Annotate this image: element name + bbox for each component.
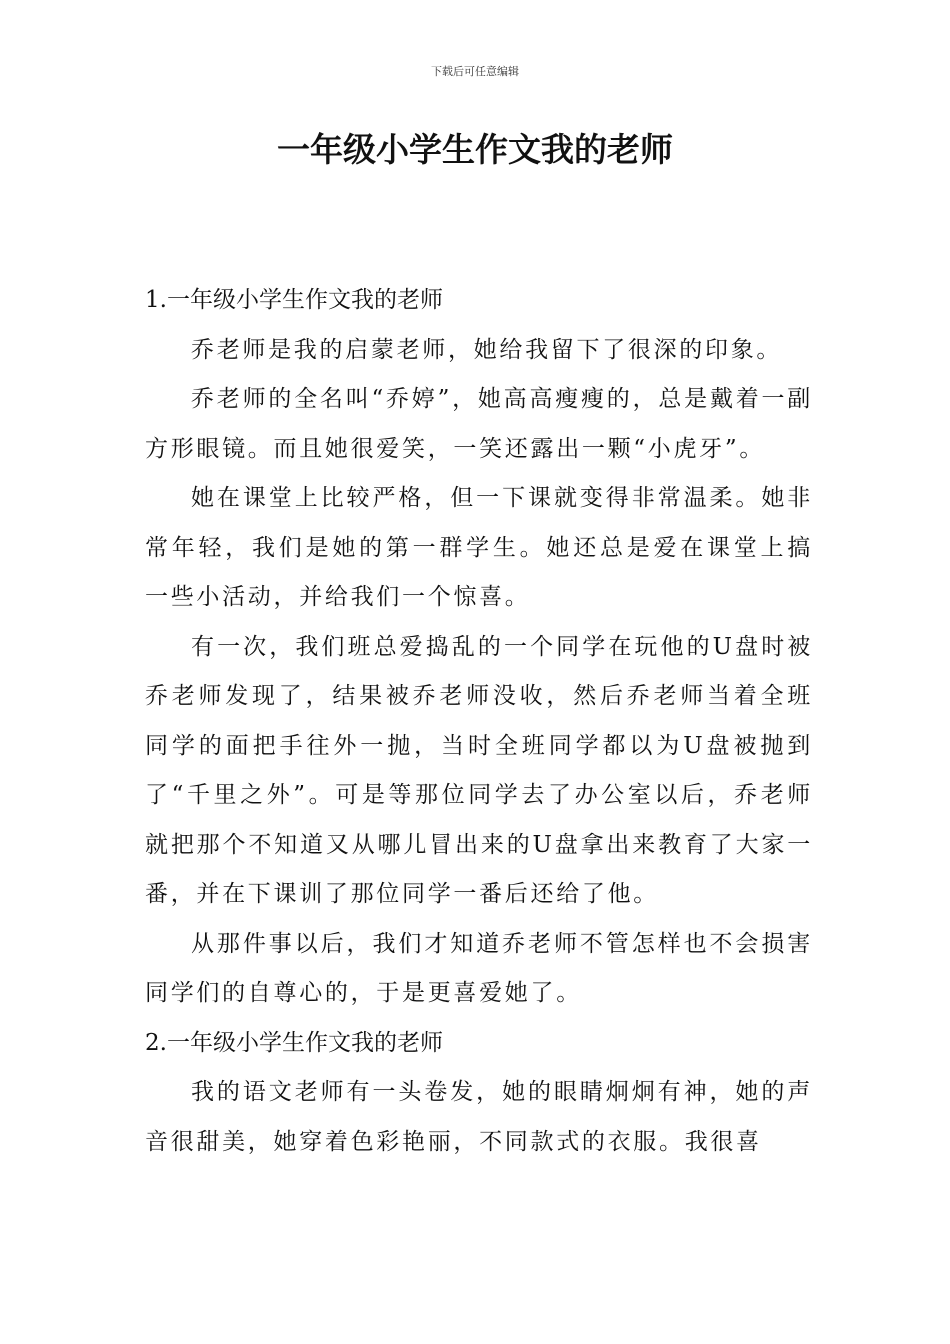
document-title: 一年级小学生作文我的老师 bbox=[277, 130, 673, 169]
section-heading: 1.一年级小学生作文我的老师 bbox=[145, 287, 443, 313]
section-2 bbox=[145, 1019, 813, 1168]
section-heading: 2.一年级小学生作文我的老师 bbox=[145, 1029, 443, 1056]
paragraph: 有一次，我们班总爱捣乱的一个同学在玩他的U盘时被乔老师发现了，结果被乔老师没收，然后乔老师当着全班同学的面把手往外一抛，当时全班同学都以为U盘被抛到了“千里之外”。可是等那位同学去了办公室以后，乔老师就把那个不知道又从哪儿冒出来的U盘拿出来教育了大家一番，并在下课训了那位同学一番后还给了他。 bbox=[145, 633, 813, 907]
paragraph: 乔老师是我的启蒙老师，她给我留下了很深的印象。 bbox=[191, 336, 783, 363]
section-1 bbox=[145, 276, 813, 1019]
paragraph: 我的语文老师有一头卷发，她的眼睛炯炯有神，她的声音很甜美，她穿着色彩艳丽，不同款式的衣服。我很喜 bbox=[145, 1079, 813, 1155]
document-body bbox=[145, 276, 813, 1167]
header-note: 下载后可任意编辑 bbox=[431, 65, 519, 78]
paragraph: 从那件事以后，我们才知道乔老师不管怎样也不会损害同学们的自尊心的，于是更喜爱她了。 bbox=[145, 930, 813, 1006]
paragraph: 她在课堂上比较严格，但一下课就变得非常温柔。她非常年轻，我们是她的第一群学生。她还总是爱在课堂上搞一些小活动，并给我们一个惊喜。 bbox=[145, 485, 813, 610]
paragraph: 乔老师的全名叫“乔婷”，她高高瘦瘦的，总是戴着一副方形眼镜。而且她很爱笑，一笑还露出一颗“小虎牙”。 bbox=[145, 386, 813, 462]
